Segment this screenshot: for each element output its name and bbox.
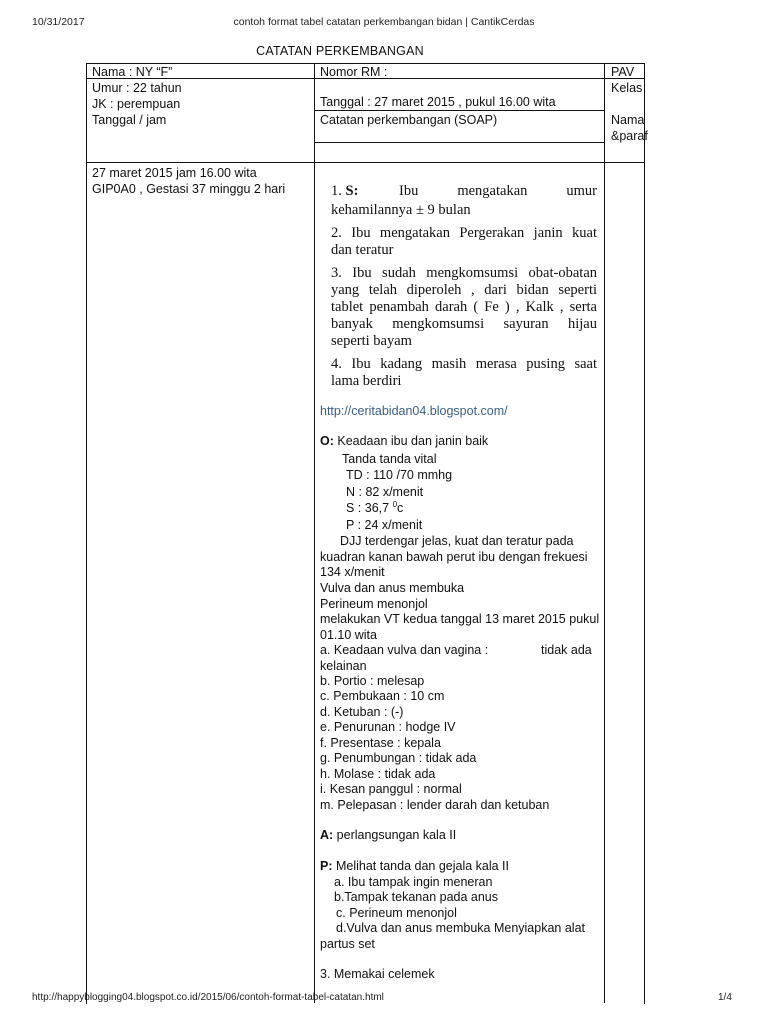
pav-label: PAV [611,65,635,79]
medical-record-number: Nomor RM : [320,65,388,79]
class-label: Kelas [611,81,643,95]
s-number: 1. [331,183,342,199]
vt-item-c: c. Pembukaan : 10 cm [320,689,445,703]
s-item4-line1: 4. Ibu kadang masih merasa pusing saat [331,356,597,372]
plan-item-3: 3. Memakai celemek [320,967,435,981]
plan-item-a: a. Ibu tampak ingin meneran [334,875,493,889]
s-item2-line2: dan teratur [331,242,394,258]
a-text: perlangsungan kala II [333,828,457,842]
vt-item-e: e. Penurunan : hodge IV [320,720,456,734]
vital-n: N : 82 x/menit [346,485,424,499]
vital-s: S : 36,7 $^0$c [346,499,404,515]
document-title: CATATAN PERKEMBANGAN [256,44,424,58]
visit-date: Tanggal : 27 maret 2015 , pukul 16.00 wita [320,95,556,109]
o-label: O: [320,434,334,448]
s-item4-line2: lama berdiri [331,373,402,389]
djj-line2: kuadran kanan bawah perut ibu dengan frekuesi [320,550,588,564]
assessment-section [320,827,456,843]
entry-datetime: 27 maret 2015 jam 16.00 wita [92,166,257,180]
vulva-anus: Vulva dan anus membuka [320,581,465,595]
plan-item-d-line2: partus set [320,937,375,951]
s-item2-line1: 2. Ibu mengatakan Pergerakan janin kuat [331,225,597,241]
p-text: Melihat tanda dan gejala kala II [332,859,510,873]
print-page-title: contoh format tabel catatan perkembangan bidan | CantikCerdas [233,16,535,28]
vital-p: P : 24 x/menit [346,518,423,532]
soap-heading: Catatan perkembangan (SOAP) [320,113,498,127]
s-label: S: [345,183,359,199]
vt-line2: 01.10 wita [320,628,377,642]
o-text: Keadaan ibu dan janin baik [333,434,489,448]
vt-item-b: b. Portio : melesap [320,674,425,688]
s-item1-line1: Ibu mengatakan umur [399,183,597,199]
vt-line1: melakukan VT kedua tanggal 13 maret 2015 pukul [320,612,600,626]
s-item3-line2: yang telah diperoleh , dari bidan seperti [331,282,597,298]
patient-name: Nama : NY “F” [92,65,173,79]
vt-item-a-line2: kelainan [320,659,367,673]
date-time-label: Tanggal / jam [92,113,167,127]
vt-item-h: h. Molase : tidak ada [320,767,436,781]
blog-link[interactable]: http://ceritabidan04.blogspot.com/ [320,404,508,418]
vt-item-i: i. Kesan panggul : normal [320,782,462,796]
vt-item-a: a. Keadaan vulva dan vagina : [320,643,489,657]
s-item3-line4: banyak mengkomsumsi sayuran hijau [331,316,597,332]
djj-line1: DJJ terdengar jelas, kuat dan teratur pada [340,534,574,548]
vt-item-g: g. Penumbungan : tidak ada [320,751,477,765]
patient-gender: JK : perempuan [92,97,181,111]
print-date: 10/31/2017 [32,16,85,28]
vt-item-f: f. Presentase : kepala [320,736,441,750]
print-page-number: 1/4 [718,992,732,1003]
a-label: A: [320,828,334,842]
s-item3-line5: seperti bayam [331,333,412,349]
vital-signs-heading: Tanda tanda vital [342,452,437,466]
djj-line3: 134 x/menit [320,565,385,579]
patient-age: Umur : 22 tahun [92,81,182,95]
s-item1-line2: kehamilannya ± 9 bulan [331,202,471,218]
name-signature-label-2: &paraf [611,129,648,143]
plan-item-c: c. Perineum menonjol [336,906,457,920]
name-signature-label: Nama [611,113,645,127]
perineum: Perineum menonjol [320,597,428,611]
gestation-info: GIP0A0 , Gestasi 37 minggu 2 hari [92,182,286,196]
s-item3-line3: tablet penambah darah ( Fe ) , Kalk , serta [331,299,597,315]
vt-item-a-value: tidak ada [541,643,592,657]
s-item3-line1: 3. Ibu sudah mengkomsumsi obat-obatan [331,265,597,281]
vt-item-d: d. Ketuban : (-) [320,705,404,719]
plan-item-d: d.Vulva dan anus membuka Menyiapkan alat [336,921,585,935]
vital-td: TD : 110 /70 mmhg [346,468,453,482]
print-url: http://happyblogging04.blogspot.co.id/2015/06/contoh-format-tabel-catatan.html [32,992,384,1003]
plan-item-b: b.Tampak tekanan pada anus [334,890,499,904]
p-label: P: [320,859,333,873]
vt-item-m: m. Pelepasan : lender darah dan ketuban [320,798,550,812]
